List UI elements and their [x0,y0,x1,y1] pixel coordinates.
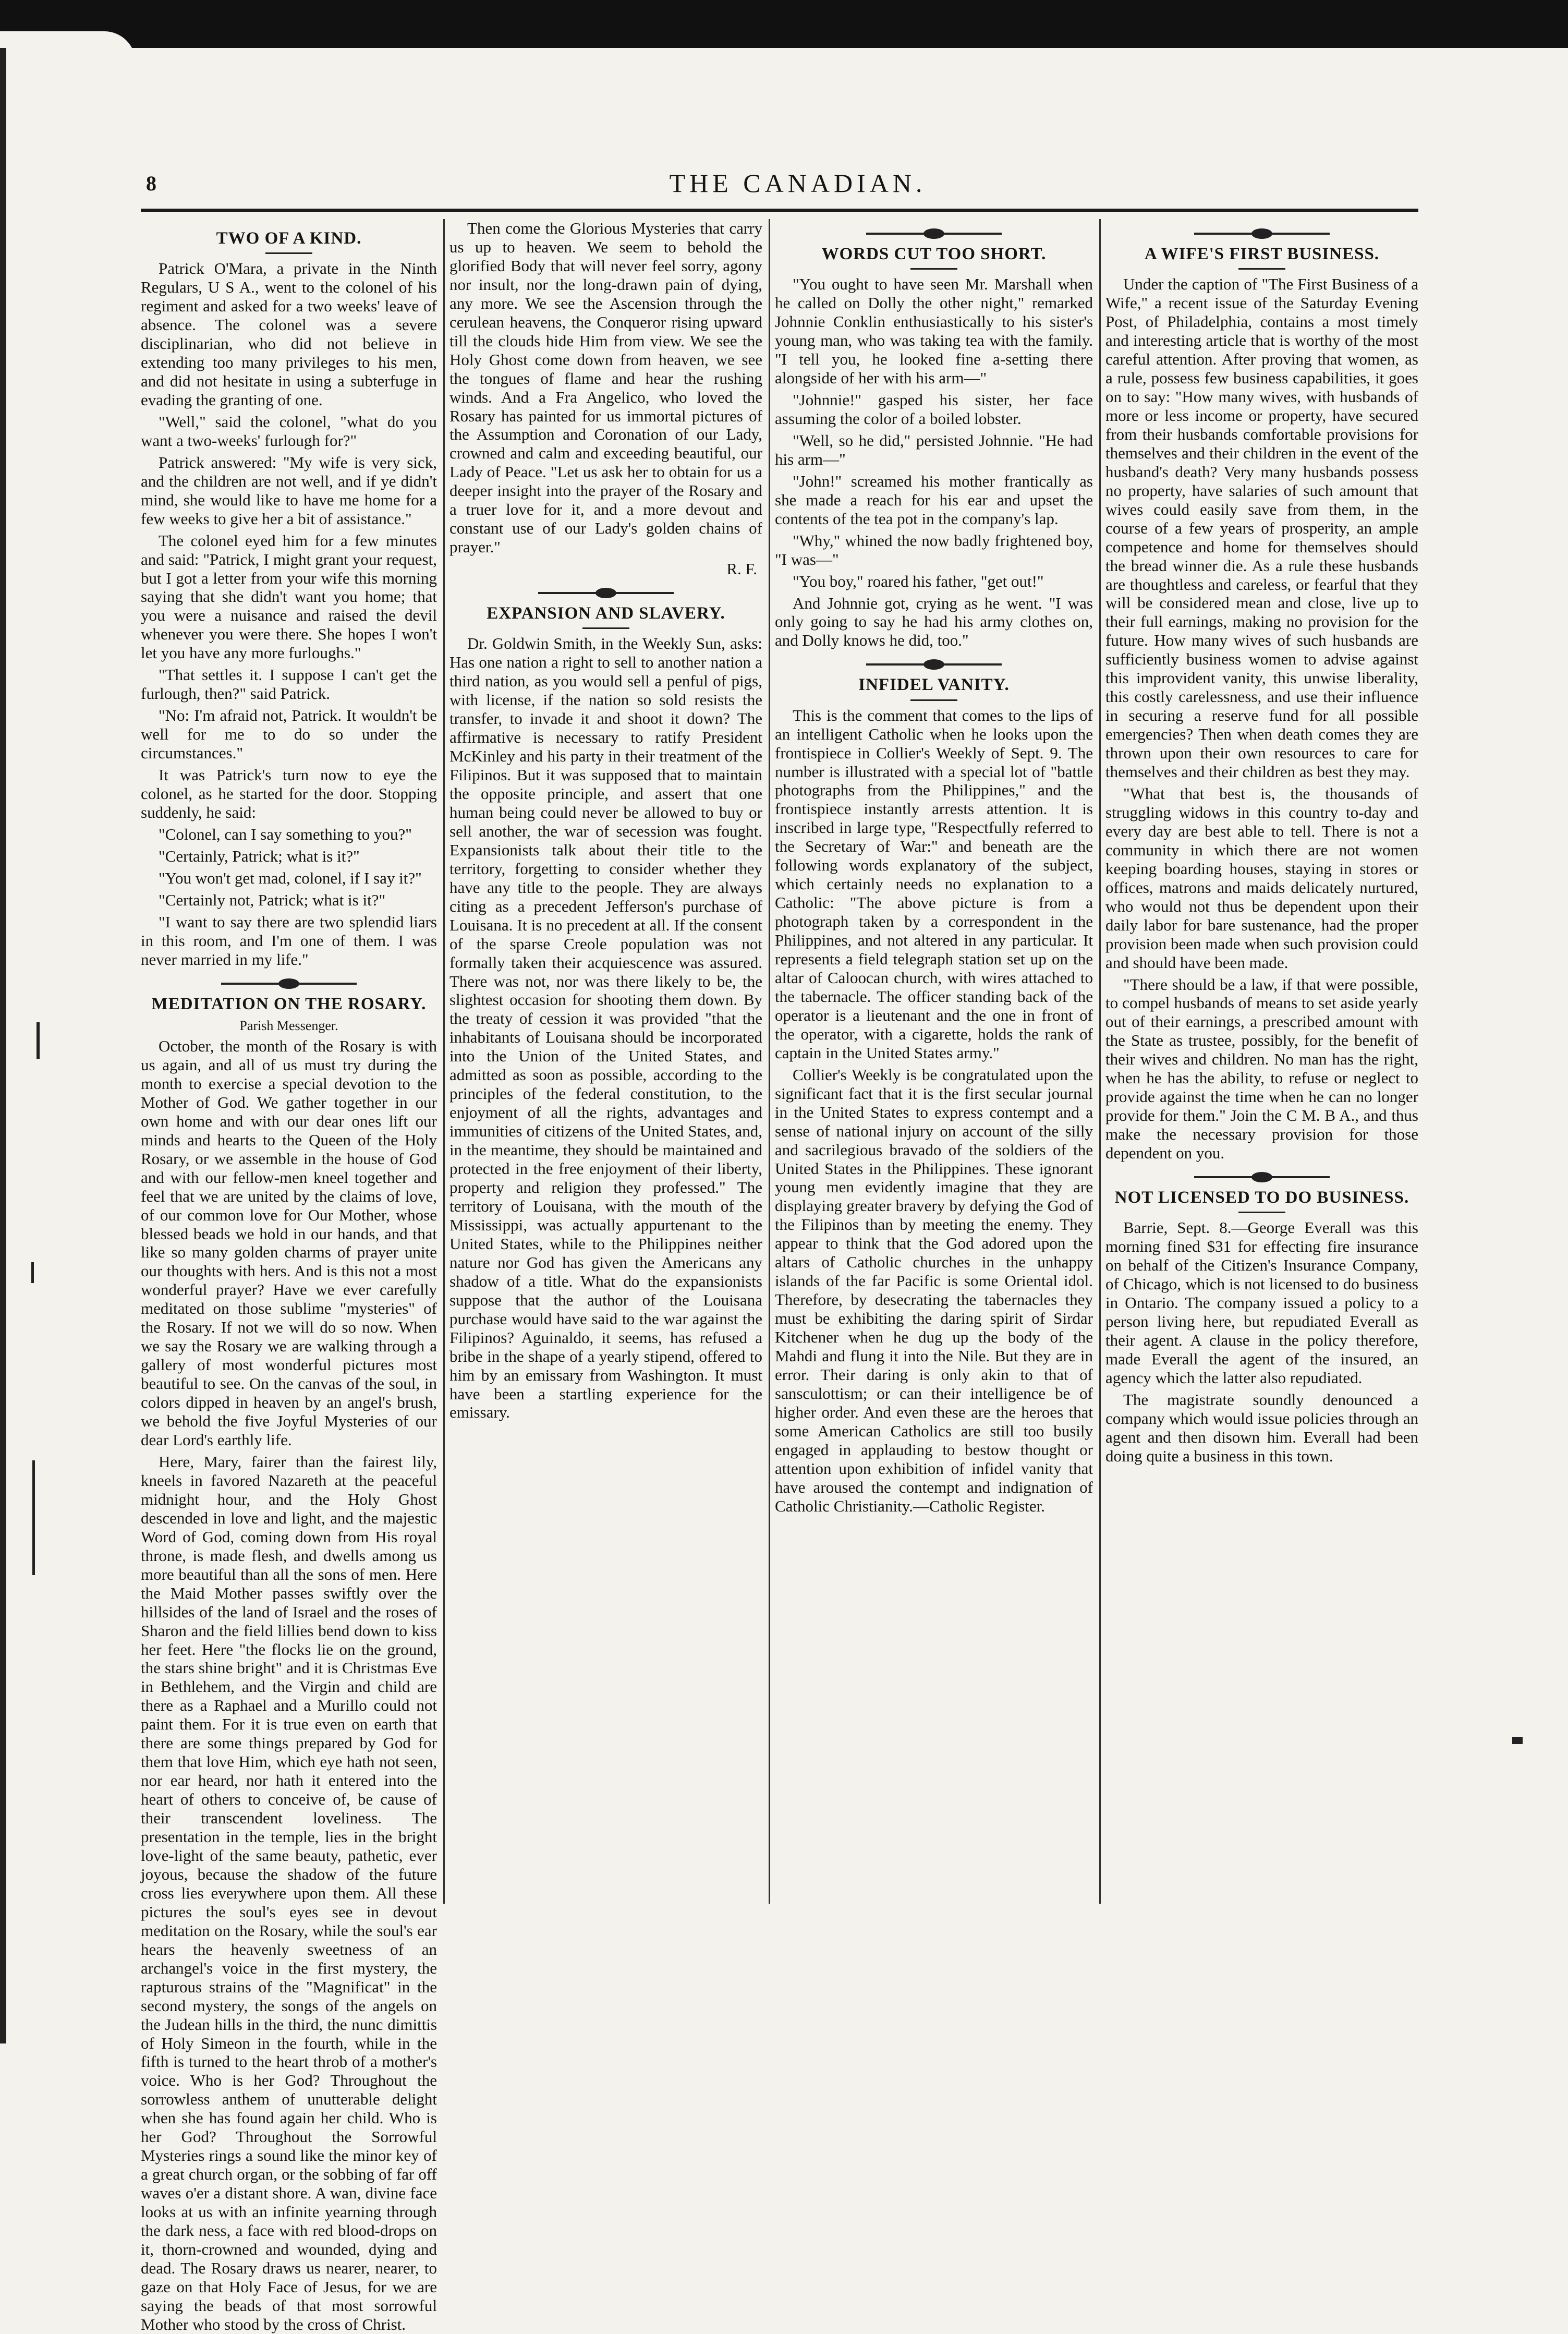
article-title-not-licensed: NOT LICENSED TO DO BUSINESS. [1114,1188,1409,1207]
title-dash [910,699,957,701]
article-signature: R. F. [726,560,757,578]
title-dash [910,268,957,270]
page-number: 8 [146,172,156,195]
column-4 [1105,219,1418,1904]
paragraph: Barrie, Sept. 8.—George Everall was this morning fined $31 for effecting fire insurance on behalf of the Citizen's Insurance Company, of Chicago, which is not licensed to do business in Ontario. The company issued a policy to a person living here, but repudiated Everall as their agent. A clause in the policy therefore, made Everall the agent of the insured, an agency which the latter also repudiated. [1105,1218,1418,1387]
article-title-expansion: EXPANSION AND SLAVERY. [487,604,725,623]
paragraph: Patrick O'Mara, a private in the Ninth Regulars, U S A., went to the colonel of his regiment and asked for a two weeks' leave of absence. The colonel was a severe disciplinarian, who did not believe in extending too many privileges to his men, and did not hesitate in using a subterfuge in evading the granting of one. [141,259,437,409]
title-dash [1238,268,1285,270]
paragraph: "Well, so he did," persisted Johnnie. "He had his arm—" [775,431,1093,468]
masthead: THE CANADIAN. [669,168,927,198]
paragraph: "Certainly not, Patrick; what is it?" [159,890,386,909]
column-divider [769,219,770,1904]
paragraph: "Johnnie!" gasped his sister, her face assuming the color of a boiled lobster. [775,390,1093,428]
section-ornament [866,663,1002,666]
article-title-two-of-a-kind: TWO OF A KIND. [216,229,362,248]
article-title-wifes-business: A WIFE'S FIRST BUSINESS. [1144,245,1380,263]
paragraph: "Well," said the colonel, "what do you want a two-weeks' furlough for?" [141,412,437,450]
scan-mark [1512,1737,1523,1744]
paragraph: "No: I'm afraid not, Patrick. It wouldn't be well for me to do so under the circumstances." [141,706,437,763]
section-ornament [866,233,1002,235]
column-divider [443,219,445,1904]
article-title-words-cut: WORDS CUT TOO SHORT. [821,245,1047,263]
title-dash [265,252,312,254]
article-title-meditation: MEDITATION ON THE ROSARY. [151,994,427,1013]
scan-left-border [0,48,6,2043]
paragraph: Collier's Weekly is be congratulated upon the significant fact that it is the first secular journal in the United States to express contempt and a sense of national injury on account of the silly and sacrilegious bravado of the soldiers of the United States in the Philippines. These ignorant young men evidently imagine that they are displaying greater bravery by defying the God of the Filipinos than by meeting the enemy. They appear to think that the God adored upon the altars of Catholic churches in the unhappy islands of the far Pacific is some Oriental idol. Therefore, by desecrating the tabernacles they must be exhibiting the daring spirit of Sirdar Kitchener when he dug up the body of the Mahdi and flung it into the Nile. But they are in error. Their daring is only akin to that of sansculottism; or can their intelligence be of higher order. And even these are the heroes that some American Catholics are still too busily engaged in applauding to bestow thought or attention upon exhibition of infidel vanity that have aroused the contempt and indignation of Catholic Christianity.—Catholic Register. [775,1065,1093,1515]
scan-torn-corner [0,31,136,68]
column-3 [775,219,1093,1904]
section-ornament [1194,233,1330,235]
paragraph: "That settles it. I suppose I can't get the furlough, then?" said Patrick. [141,666,437,703]
paragraph: Here, Mary, fairer than the fairest lily, kneels in favored Nazareth at the peaceful midnight hour, and the Holy Ghost descended in love and light, and the majestic Word of God, coming down from His royal throne, is made flesh, and dwells among us more beautiful than all the sons of men. Here the Maid Mother passes swiftly over the hillsides of the land of Israel and the roses of Sharon and the field lillies bend down to kiss her feet. Here "the flocks lie on the ground, the stars shine bright" and it is Christmas Eve in Bethlehem, and the Virgin and child are there as a Raphael and a Murillo could not paint them. For it is true even on earth that there are some things prepared by God for them that love Him, which eye hath not seen, nor ear heard, nor hath it entered into the heart of others to conceive of, be cause of their transcendent loveliness. The presentation in the temple, lies in the bright love-light of the same beauty, pathetic, ever joyous, because the shadow of the future cross lies everywhere upon them. All these pictures the soul's eyes see in devout meditation on the Rosary, while the soul's ear hears the heavenly sweetness of an archangel's voice in the first mystery, the rapturous strains of the "Magnificat" in the second mystery, the songs of the angels on the Judean hills in the third, the nunc dimittis of Holy Simeon in the fourth, while in the fifth is turned to the heart throb of a mother's voice. Who is her God? Throughout the sorrowless anthem of unutterable delight when she has found again her child. Who is her God? Throughout the Sorrowful Mysteries rings a sound like the minor key of a great church organ, or the sobbing of far off waves o'er a distant shore. A wan, divine face looks at us with an infinite yearning through the dark ness, a face with red blood-drops on it, thorn-crowned and wounded, dying and dead. The Rosary draws us nearer, nearer, to gaze on that Holy Face of Jesus, for we are saying the beads of that most sorrowful Mother who stood by the cross of Christ. [141,1452,437,2333]
paragraph: "I want to say there are two splendid liars in this room, and I'm one of them. I was never married in my life." [141,912,437,969]
paragraph: "You boy," roared his father, "get out!" [793,572,1044,590]
paragraph: The colonel eyed him for a few minutes and said: "Patrick, I might grant your request, but I got a letter from your wife this morning saying that she didn't want you home; that you were a nuisance and raised the devil whenever you were there. She hopes I won't let you have any more furloughs." [141,531,437,662]
section-ornament [1194,1176,1330,1178]
scan-top-border [0,0,1568,48]
paragraph: And Johnnie got, crying as he went. "I was only going to say he had his army clothes on, and Dolly knows he did, too." [775,594,1093,650]
paragraph: It was Patrick's turn now to eye the colonel, as he started for the door. Stopping suddenly, he said: [141,766,437,821]
paragraph: This is the comment that comes to the lips of an intelligent Catholic when he looks upon the frontispiece in Collier's Weekly of Sept. 9. The number is illustrated with a special lot of "battle photographs from the Philippines," and the frontispiece instantly arrests attention. It is inscribed in large type, "Respectfully referred to the Secretary of War:" and beneath are the following words explanatory of the subject, which certainly needs no explanation to a Catholic: "The above picture is from a photograph taken by a correspondent in the Philippines, and not altered in any particular. It represents a field telegraph station set up on the altar of Caloocan church, with wires attached to the tabernacle. The officer standing back of the operator is a lieutenant and the one in front of the operator, with a cigarette, holds the rank of captain in the United States army." [775,706,1093,1062]
paragraph: The magistrate soundly denounced a company which would issue policies through an agent and then disown him. Everall had been doing quite a business in this town. [1105,1390,1418,1465]
paragraph: Under the caption of "The First Business of a Wife," a recent issue of the Saturday Evening Post, of Philadelphia, contains a most timely and interesting article that is worthy of the most careful attention. After proving that women, as a rule, possess few business capabilities, it goes on to say: "How many wives, with husbands of more or less income or property, have secured from their husbands comfortable provisions for themselves and their children in the event of the husband's death? Very many husbands possess no property, have salaries of such amount that wives could easily save from them, in the course of a few years of prosperity, an ample competence and home for themselves should the bread winner die. As a rule these husbands are thoughtless and careless, or fearful that they will be considered mean and close, live up to their full earnings, making no provision for the future. How many wives of such husbands are sufficiently business women to advise against this improvident vanity, this unwise liberality, this costly carelessness, and use their influence in securing a reserve fund for all possible emergencies? Then when death comes they are thrown upon their own resources to care for themselves and their children as best they may. [1105,275,1418,781]
title-dash [582,627,629,629]
paragraph: "Certainly, Patrick; what is it?" [159,846,360,865]
paragraph: "You ought to have seen Mr. Marshall when he called on Dolly the other night," remarked Johnnie Conklin enthusiastically to his sister's young man, who was taking tea with the family. "I tell you, he looked fine a-setting there alongside of her with his arm—" [775,275,1093,388]
paragraph: October, the month of the Rosary is with us again, and all of us must try during the month to exercise a special devotion to the Mother of God. We gather together in our own home and with our dear ones lift our minds and hearts to the Queen of the Holy Rosary, or we assemble in the house of God and with our fellow-men kneel together and feel that we are united by the claims of love, of our common love for Our Mother, whose blessed beads we hold in our hands, and that like so many golden charms of prayer unite our thoughts with hers. And is this not a most wonderful prayer? Have we ever carefully meditated on those sublime "mysteries" of the Rosary. If not we will do so now. When we say the Rosary we are walking through a gallery of most wonderful pictures most beautiful to see. On the canvas of the soul, in colors dipped in heaven by an angel's brush, we behold the five Joyful Mysteries of our dear Lord's earthly life. [141,1037,437,1449]
paragraph: "Why," whined the now badly frightened boy, "I was—" [775,531,1093,569]
column-divider [1099,219,1101,1904]
paragraph: "Colonel, can I say something to you?" [159,825,412,843]
title-dash [1238,1212,1285,1213]
paragraph: Dr. Goldwin Smith, in the Weekly Sun, asks: Has one nation a right to sell to another nation a third nation, as you would sell a penful of pigs, with license, if the nation so sold resists the transfer, to invade it and shoot it down? The affirmative is necessary to ratify President McKinley and his party in their treatment of the Filipinos. But it was supposed that to maintain the opposite principle, and assert that one human being could never be allowed to buy or sell another, the war of secession was fought. Expansionists talk about their title to the territory, forgetting to consider whether they have any title to the people. They are always citing as a precedent Jefferson's purchase of Louisana. It is no precedent at all. If the consent of the sparse Creole population was not formally taken their acquiescence was assured. There was not, nor was there likely to be, the slightest occasion for shooting them down. By the treaty of cession it was provided "that the inhabitants of Louisana should be incorporated into the Union of the United States, and admitted as soon as possible, according to the principles of the federal constitution, to the enjoyment of all the rights, advantages and immunities of citizens of the United States, and, in the meantime, they should be maintained and protected in the free enjoyment of their liberty, property and religion they professed." The territory of Louisana, with the mouth of the Mississippi, was actually appurtenant to the United States, while to the Philippines neither nature nor God has given the Americans any shadow of a title. What do the expansionists suppose that the author of the Louisana purchase would have said to the war against the Filipinos? Aguinaldo, it seems, has refused a bribe in the shape of a yearly stipend, offered to him by an emissary from Washington. It must have been a startling experience for the emissary. [449,634,762,1422]
section-ornament [538,592,674,594]
paragraph: "You won't get mad, colonel, if I say it?" [159,868,422,887]
scan-mark [31,1262,34,1283]
header-rule [141,209,1418,212]
paragraph: "There should be a law, if that were possible, to compel husbands of means to set aside yearly out of their earnings, a prescribed amount with the State as trustee, possibly, for the benefit of their wives and children. No man has the right, when he has the ability, to refuse or neglect to provide against the time when he can no longer provide for them." Join the C M. B A., and thus make the necessary provision for those dependent on you. [1105,975,1418,1163]
paragraph: "John!" screamed his mother frantically as she made a reach for his ear and upset the contents of the tea pot in the company's lap. [775,471,1093,528]
section-ornament [221,983,357,985]
paragraph: Then come the Glorious Mysteries that carry us up to heaven. We seem to behold the glorified Body that will never feel sorry, agony nor insult, nor the long-drawn pain of dying, any more. We see the Ascension through the cerulean heavens, the Conqueror rising upward till the clouds hide Him from view. We see the Holy Ghost come down from heaven, we see the tongues of flame and hear the rushing winds. And a Fra Angelico, who loved the Rosary has painted for us immortal pictures of the Assumption and Coronation of our Lady, crowned and calm and exceeding beautiful, our Lady of Peace. "Let us ask her to obtain for us a deeper insight into the prayer of the Rosary and a truer love for it, and a more devout and constant use of our Lady's golden chains of prayer." [449,219,762,557]
scan-mark [32,1460,35,1575]
scan-mark [37,1022,40,1059]
article-source: Parish Messenger. [239,1018,338,1033]
column-2 [449,219,762,1904]
paragraph: Patrick answered: "My wife is very sick, and the children are not well, and if ye didn't mind, she would like to have me home for a few weeks to give her a bit of assistance." [141,453,437,528]
paragraph: "What that best is, the thousands of struggling widows in this country to-day and every day are best able to tell. There is not a community in which there are not women keeping boarding houses, staying in stores or offices, matrons and maids delicately nurtured, who would not thus be dependent upon their daily labor for bare sustenance, had the proper provision been made when such provision could and should have been made. [1105,784,1418,972]
column-1 [141,219,437,2333]
article-title-infidel-vanity: INFIDEL VANITY. [858,675,1010,695]
